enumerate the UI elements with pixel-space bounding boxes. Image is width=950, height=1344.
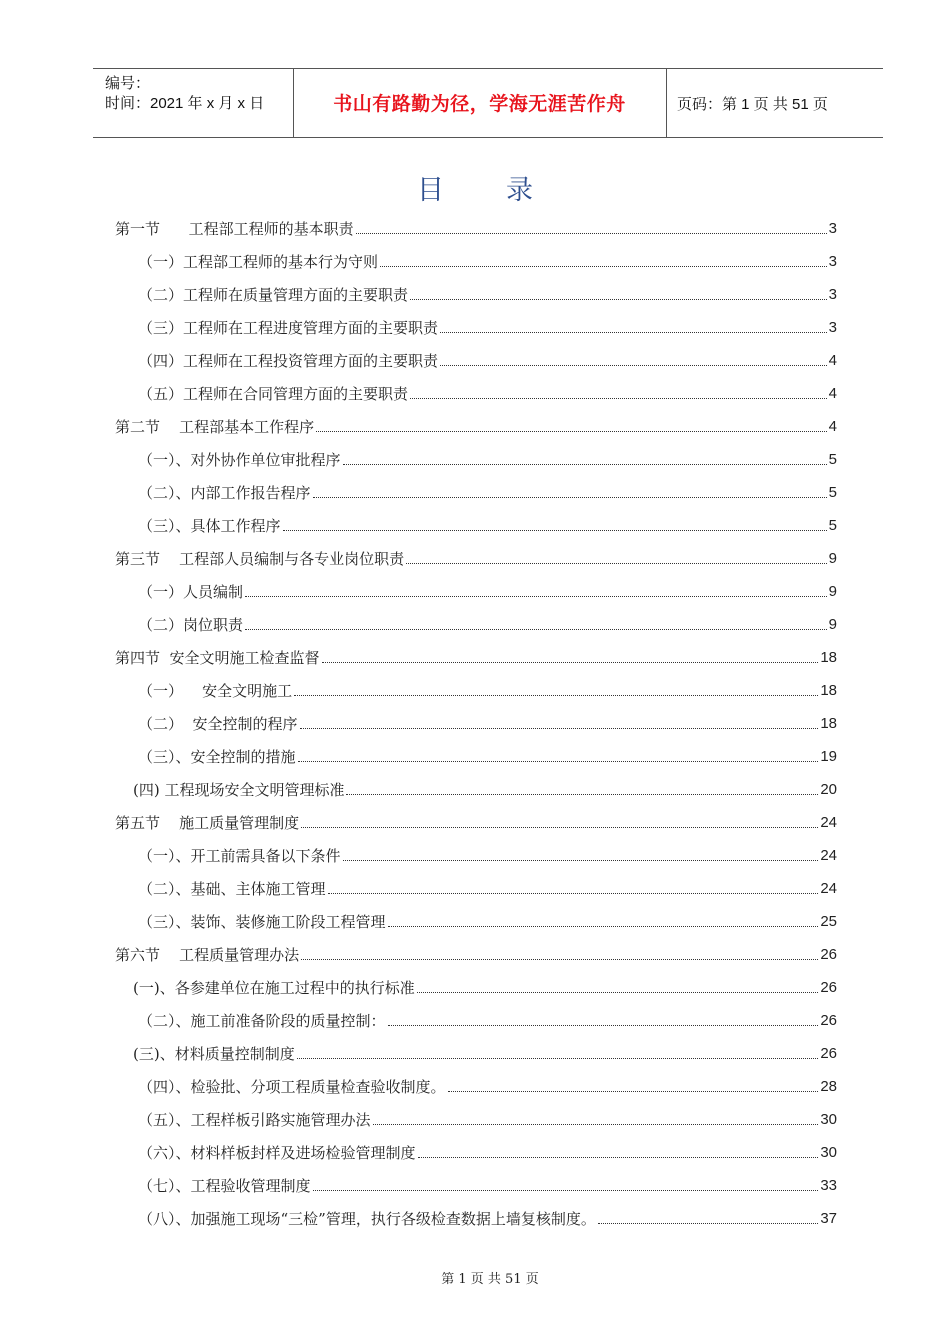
- toc-entry-page: 3: [828, 253, 837, 270]
- toc-entry-page: 24: [820, 814, 837, 831]
- toc-entry[interactable]: [138, 740, 837, 773]
- toc-entry[interactable]: [115, 212, 837, 245]
- toc-entry-page: 5: [828, 484, 837, 501]
- toc-entry-title: （二）岗位职责: [138, 616, 244, 634]
- toc-entry-title: (一)、各参建单位在施工过程中的执行标准: [133, 979, 415, 997]
- toc-entry-title: （三）、装饰、装修施工阶段工程管理: [138, 913, 386, 931]
- toc-leader-dots: [343, 859, 819, 861]
- toc-entry[interactable]: [138, 1169, 837, 1202]
- number-label: 编号：: [105, 75, 151, 92]
- toc-entry[interactable]: [138, 443, 837, 476]
- toc-entry-page: 28: [820, 1078, 837, 1095]
- toc-entry-title: 第四节 安全文明施工检查监督: [115, 649, 320, 667]
- toc-entry-page: 25: [820, 913, 837, 930]
- toc-title: 目录: [417, 175, 595, 206]
- toc-entry[interactable]: [138, 839, 837, 872]
- time-label: 时间：2021 年 x 月 x 日: [105, 95, 265, 112]
- toc-leader-dots: [417, 991, 819, 993]
- toc-entry-page: 24: [820, 880, 837, 897]
- toc-entry-title: （四）、检验批、分项工程质量检查验收制度。: [138, 1078, 446, 1096]
- toc-entry-page: 9: [828, 616, 837, 633]
- toc-entry-title: （五）、工程样板引路实施管理办法: [138, 1111, 371, 1129]
- toc-entry-title: （二）、施工前准备阶段的质量控制：: [138, 1012, 386, 1030]
- toc-leader-dots: [313, 1189, 819, 1191]
- toc-leader-dots: [294, 694, 818, 696]
- toc-entry[interactable]: [115, 641, 837, 674]
- toc-leader-dots: [283, 529, 827, 531]
- header-motto-cell: [293, 69, 667, 137]
- toc-leader-dots: [301, 958, 818, 960]
- header-page-info: 页码：第 1 页 共 51 页: [677, 96, 828, 113]
- toc-entry[interactable]: [138, 1070, 837, 1103]
- toc-entry-page: 4: [828, 385, 837, 402]
- toc-leader-dots: [598, 1222, 818, 1224]
- toc-leader-dots: [356, 232, 827, 234]
- toc-entry[interactable]: [138, 377, 837, 410]
- toc-leader-dots: [418, 1156, 819, 1158]
- toc-leader-dots: [448, 1090, 819, 1092]
- document-header: [93, 68, 883, 138]
- toc-entry-title: 第二节 工程部基本工作程序: [115, 418, 315, 436]
- toc-entry[interactable]: [138, 344, 837, 377]
- toc-entry[interactable]: [138, 311, 837, 344]
- toc-entry[interactable]: [138, 872, 837, 905]
- toc-entry-title: 第六节 工程质量管理办法: [115, 946, 300, 964]
- toc-entry-title: （八）、加强施工现场“三检”管理，执行各级检查数据上墙复核制度。: [138, 1210, 596, 1228]
- toc-entry-page: 26: [820, 946, 837, 963]
- toc-leader-dots: [297, 1057, 819, 1059]
- toc-entry[interactable]: [115, 410, 837, 443]
- toc-leader-dots: [245, 595, 827, 597]
- toc-entry-page: 18: [820, 715, 837, 732]
- header-page-cell: [667, 69, 883, 137]
- toc-entry[interactable]: [115, 806, 837, 839]
- toc-entry[interactable]: [138, 509, 837, 542]
- toc-leader-dots: [346, 793, 818, 795]
- toc-entry-title: （二）、基础、主体施工管理: [138, 880, 326, 898]
- toc-entry-page: 4: [828, 352, 837, 369]
- toc-entry-page: 26: [820, 1045, 837, 1062]
- toc-leader-dots: [300, 727, 819, 729]
- toc-leader-dots: [410, 397, 827, 399]
- toc-entry-page: 4: [828, 418, 837, 435]
- toc-leader-dots: [316, 430, 827, 432]
- toc-leader-dots: [388, 925, 819, 927]
- toc-entry-page: 33: [820, 1177, 837, 1194]
- toc-entry-title: (四) 工程现场安全文明管理标准: [133, 781, 345, 799]
- toc-entry[interactable]: [115, 938, 837, 971]
- toc-entry-title: （二）、内部工作报告程序: [138, 484, 311, 502]
- toc-entry-page: 5: [828, 451, 837, 468]
- toc-entry-title: （三）工程师在工程进度管理方面的主要职责: [138, 319, 439, 337]
- toc-entry-page: 26: [820, 979, 837, 996]
- toc-entry-title: （四）工程师在工程投资管理方面的主要职责: [138, 352, 439, 370]
- toc-entry-title: 第三节 工程部人员编制与各专业岗位职责: [115, 550, 405, 568]
- toc-entry[interactable]: [115, 542, 837, 575]
- toc-entry[interactable]: [133, 773, 837, 806]
- toc-entry-title: （六）、材料样板封样及进场检验管理制度: [138, 1144, 416, 1162]
- toc-entry[interactable]: [138, 905, 837, 938]
- toc-entry-title: （五）工程师在合同管理方面的主要职责: [138, 385, 409, 403]
- toc-entry-page: 26: [820, 1012, 837, 1029]
- toc-leader-dots: [313, 496, 827, 498]
- toc-leader-dots: [373, 1123, 819, 1125]
- toc-entry-page: 18: [820, 682, 837, 699]
- toc-entry-title: 第一节 工程部工程师的基本职责: [115, 220, 354, 238]
- toc-entry-title: （一）、对外协作单位审批程序: [138, 451, 341, 469]
- toc-entry[interactable]: [138, 245, 837, 278]
- toc-leader-dots: [301, 826, 818, 828]
- toc-entry[interactable]: [138, 707, 837, 740]
- toc-entry-title: （一）人员编制: [138, 583, 244, 601]
- toc-entry-page: 9: [828, 550, 837, 567]
- toc-leader-dots: [410, 298, 827, 300]
- header-motto: 书山有路勤为径，学海无涯苦作舟: [333, 93, 626, 115]
- toc-leader-dots: [440, 331, 827, 333]
- toc-entry-page: 20: [820, 781, 837, 798]
- toc-entry[interactable]: [133, 971, 837, 1004]
- toc-entry-page: 3: [828, 220, 837, 237]
- toc-entry-title: （一）、开工前需具备以下条件: [138, 847, 341, 865]
- toc-entry[interactable]: [138, 278, 837, 311]
- toc-entry-title: 第五节 施工质量管理制度: [115, 814, 300, 832]
- toc-entry[interactable]: [138, 1103, 837, 1136]
- toc-leader-dots: [328, 892, 819, 894]
- toc-entry-title: （二）工程师在质量管理方面的主要职责: [138, 286, 409, 304]
- toc-leader-dots: [322, 661, 819, 663]
- toc-entry-title: (三)、材料质量控制制度: [133, 1045, 295, 1063]
- page-footer: 第 1 页 共 51 页: [441, 1272, 539, 1287]
- toc-entry-page: 3: [828, 286, 837, 303]
- toc-entry[interactable]: [133, 1037, 837, 1070]
- toc-entry[interactable]: [138, 1136, 837, 1169]
- toc-entry-page: 18: [820, 649, 837, 666]
- toc-entry[interactable]: [138, 608, 837, 641]
- toc-entry-title: （七）、工程验收管理制度: [138, 1177, 311, 1195]
- toc-entry[interactable]: [138, 476, 837, 509]
- toc-entry-page: 30: [820, 1144, 837, 1161]
- toc-leader-dots: [380, 265, 827, 267]
- toc-leader-dots: [440, 364, 827, 366]
- toc-entry-page: 30: [820, 1111, 837, 1128]
- toc-entry-page: 24: [820, 847, 837, 864]
- toc-entry-title: （三）、安全控制的措施: [138, 748, 296, 766]
- toc-entry-page: 9: [828, 583, 837, 600]
- toc-entry[interactable]: [138, 674, 837, 707]
- toc-entry-title: （一） 安全文明施工: [138, 682, 293, 700]
- toc-leader-dots: [388, 1024, 819, 1026]
- header-meta-cell: [93, 69, 294, 137]
- toc-leader-dots: [245, 628, 827, 630]
- toc-leader-dots: [298, 760, 819, 762]
- toc-entry-page: 3: [828, 319, 837, 336]
- toc-entry-title: （三）、具体工作程序: [138, 517, 281, 535]
- toc-entry[interactable]: [138, 1202, 837, 1235]
- toc-leader-dots: [406, 562, 827, 564]
- toc-entry-page: 5: [828, 517, 837, 534]
- toc-entry[interactable]: [138, 1004, 837, 1037]
- toc-entry-page: 19: [820, 748, 837, 765]
- toc-entry-title: （二） 安全控制的程序: [138, 715, 298, 733]
- toc-entry[interactable]: [138, 575, 837, 608]
- toc-entry-page: 37: [820, 1210, 837, 1227]
- toc-entry-title: （一）工程部工程师的基本行为守则: [138, 253, 379, 271]
- toc-leader-dots: [343, 463, 827, 465]
